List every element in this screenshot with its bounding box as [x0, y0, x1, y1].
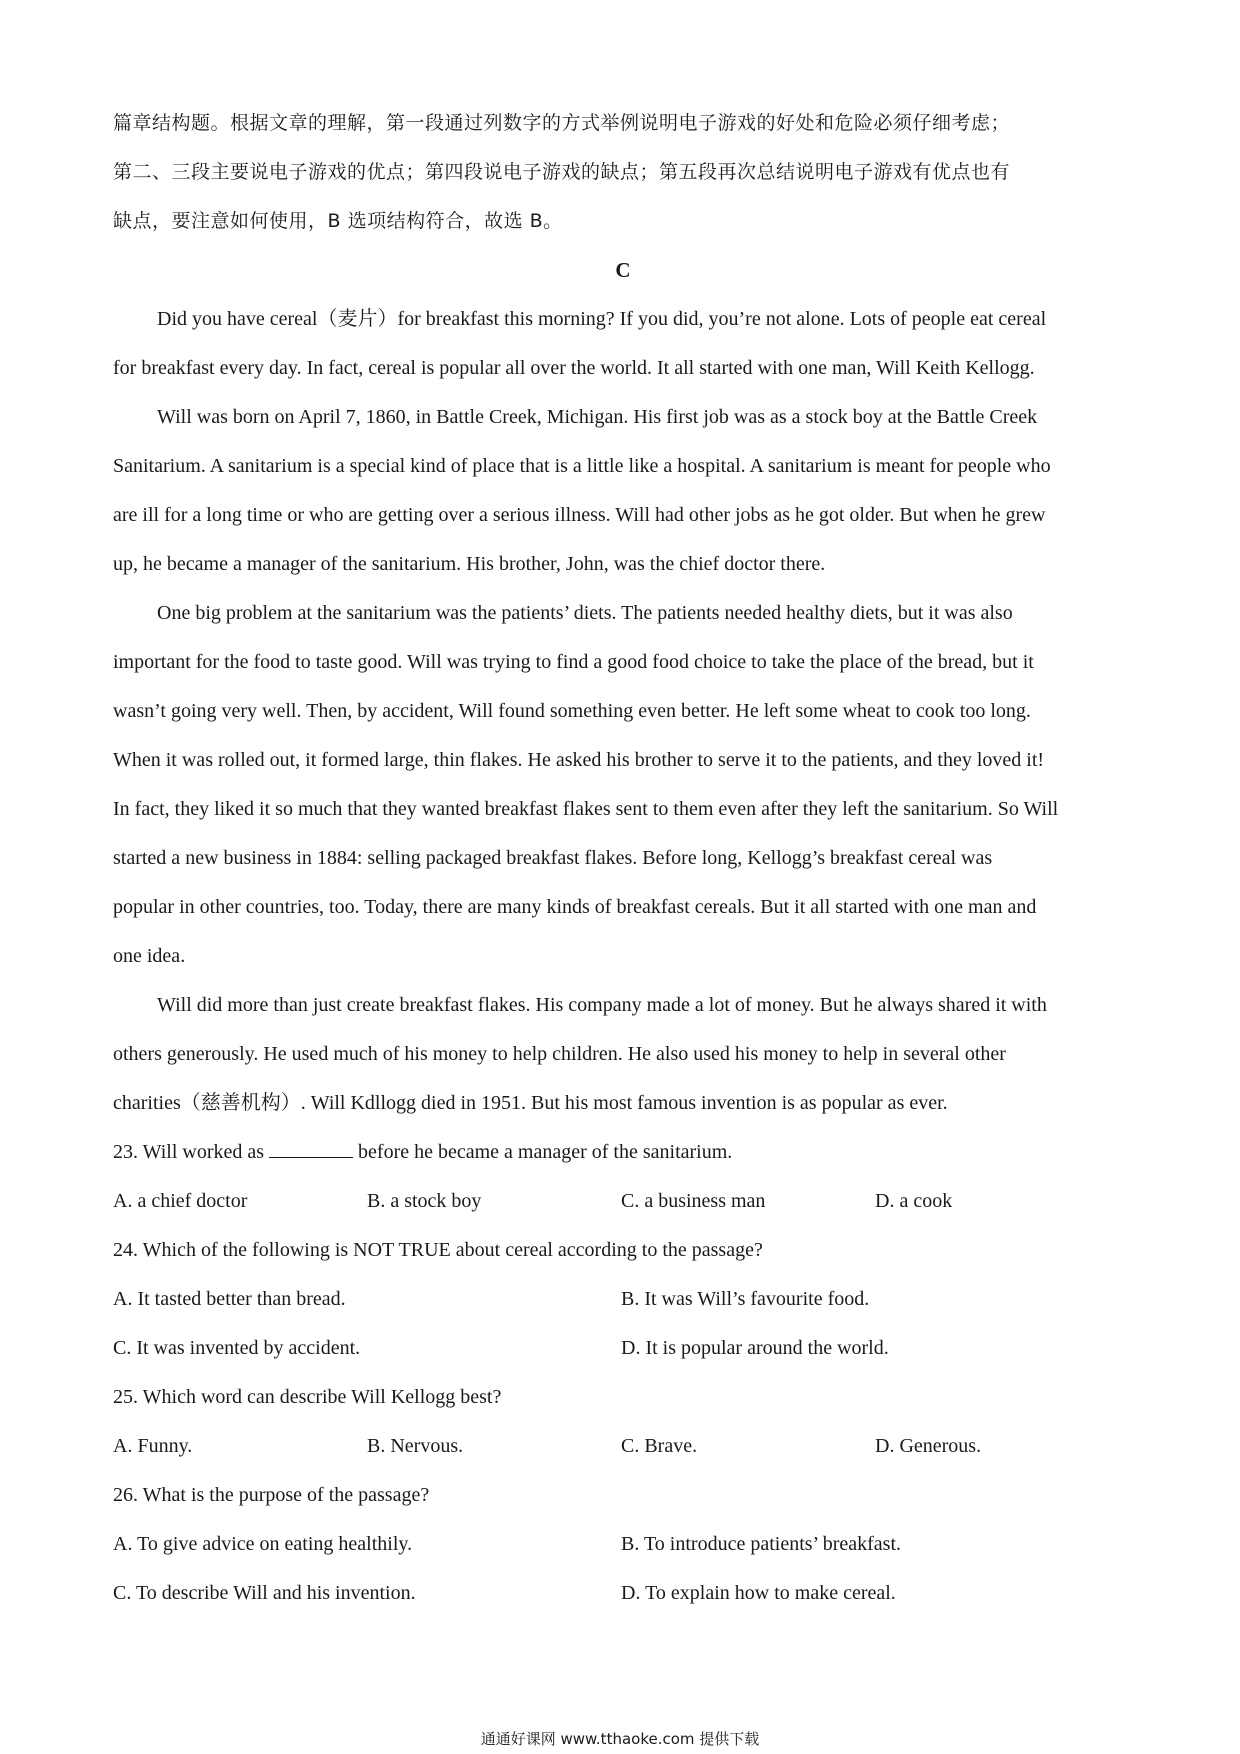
page-footer: 通通好课网 www.tthaoke.com 提供下载 — [480, 1730, 760, 1748]
option-c: C. a business man — [621, 1190, 766, 1212]
option-a: A. It tasted better than bread. — [113, 1288, 346, 1310]
section-title: C — [615, 258, 631, 282]
passage-line: charities（慈善机构）. Will Kdllogg died in 1951. But his most famous invention is as popular as ever. — [113, 1092, 948, 1114]
options-row — [113, 1422, 1133, 1471]
option-b: B. a stock boy — [367, 1190, 482, 1212]
question-stem: 24. Which of the following is NOT TRUE about cereal according to the passage? — [113, 1239, 763, 1261]
passage-line: up, he became a manager of the sanitarium. His brother, John, was the chief doctor there. — [113, 553, 826, 575]
question-stem — [113, 1128, 1133, 1177]
passage-line: others generously. He used much of his money to help children. He also used his money to help in several other — [113, 1043, 1006, 1065]
options-row — [113, 1569, 1133, 1618]
option-d: D. a cook — [875, 1190, 953, 1212]
passage-line: for breakfast every day. In fact, cereal is popular all over the world. It all started with one man, Will Keith Kellogg. — [113, 357, 1035, 379]
question-25 — [113, 1373, 1133, 1471]
passage-paragraph-3 — [113, 589, 1133, 981]
option-c: C. Brave. — [621, 1435, 698, 1457]
options-row — [113, 1324, 1133, 1373]
options-row — [113, 1275, 1133, 1324]
question-23 — [113, 1128, 1133, 1226]
answer-blank — [269, 1141, 353, 1158]
option-b: B. It was Will’s favourite food. — [621, 1288, 870, 1310]
option-b: B. Nervous. — [367, 1435, 464, 1457]
passage-line: popular in other countries, too. Today, there are many kinds of breakfast cereals. But it all started with one man and — [113, 896, 1037, 918]
option-d: D. To explain how to make cereal. — [621, 1582, 896, 1604]
passage-line: In fact, they liked it so much that they wanted breakfast flakes sent to them even after they left the sanitarium. So Will — [113, 798, 1059, 820]
passage-paragraph-4 — [113, 981, 1133, 1128]
passage-line: important for the food to taste good. Will was trying to find a good food choice to take the place of the bread, but it — [113, 651, 1034, 673]
passage-line: are ill for a long time or who are getting over a serious illness. Will had other jobs as he got older. But when he grew — [113, 504, 1046, 526]
option-b: B. To introduce patients’ breakfast. — [621, 1533, 901, 1555]
passage-line: one idea. — [113, 945, 186, 967]
stem-before: 23. Will worked as — [113, 1141, 270, 1163]
intro-line-3: 缺点，要注意如何使用，B 选项结构符合，故选 B。 — [113, 210, 563, 232]
passage-line: One big problem at the sanitarium was the patients’ diets. The patients needed healthy diets, but it was also — [157, 602, 1013, 624]
option-a: A. To give advice on eating healthily. — [113, 1533, 413, 1555]
passage-paragraph-1 — [113, 295, 1133, 393]
question-stem: 25. Which word can describe Will Kellogg best? — [113, 1386, 502, 1408]
passage-line: Did you have cereal（麦片）for breakfast this morning? If you did, you’re not alone. Lots of people eat cereal — [157, 308, 1047, 330]
intro-line-2: 第二、三段主要说电子游戏的优点；第四段说电子游戏的缺点；第五段再次总结说明电子游戏有优点也有 — [113, 161, 1011, 183]
question-stem: 26. What is the purpose of the passage? — [113, 1484, 430, 1506]
option-a: A. a chief doctor — [113, 1190, 248, 1212]
stem-after: before he became a manager of the sanitarium. — [353, 1141, 733, 1163]
question-24 — [113, 1226, 1133, 1373]
options-row — [113, 1177, 1133, 1226]
passage-line: wasn’t going very well. Then, by accident, Will found something even better. He left some wheat to cook too long. — [113, 700, 1031, 722]
question-26 — [113, 1471, 1133, 1618]
passage-line: Sanitarium. A sanitarium is a special kind of place that is a little like a hospital. A sanitarium is meant for people who — [113, 455, 1051, 477]
intro-line-1: 篇章结构题。根据文章的理解，第一段通过列数字的方式举例说明电子游戏的好处和危险必须仔细考虑； — [113, 112, 1011, 134]
passage-paragraph-2 — [113, 393, 1133, 589]
option-d: D. It is popular around the world. — [621, 1337, 889, 1359]
option-c: C. To describe Will and his invention. — [113, 1582, 416, 1604]
passage-line: Will was born on April 7, 1860, in Battle Creek, Michigan. His first job was as a stock boy at the Battle Creek — [157, 406, 1038, 428]
option-c: C. It was invented by accident. — [113, 1337, 361, 1359]
options-row — [113, 1520, 1133, 1569]
passage-line: Will did more than just create breakfast flakes. His company made a lot of money. But he always shared it with — [157, 994, 1047, 1016]
option-a: A. Funny. — [113, 1435, 193, 1457]
document-page — [113, 99, 1133, 1618]
passage-line: started a new business in 1884: selling packaged breakfast flakes. Before long, Kellogg’s breakfast cereal was — [113, 847, 993, 869]
option-d: D. Generous. — [875, 1435, 982, 1457]
passage-line: When it was rolled out, it formed large, thin flakes. He asked his brother to serve it to the patients, and they loved it! — [113, 749, 1045, 771]
